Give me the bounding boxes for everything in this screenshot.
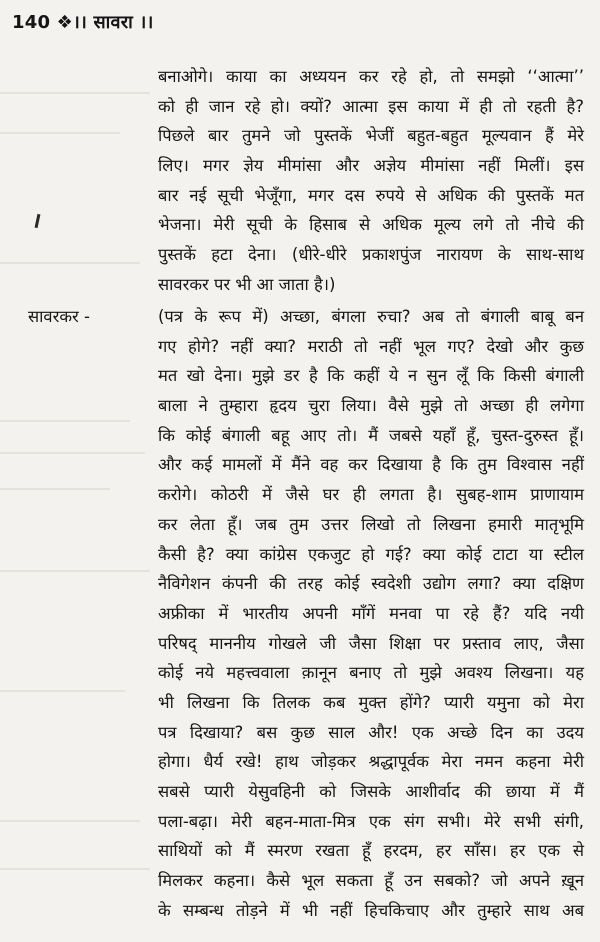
text-line: कैसी है? क्या कांग्रेस एकजुट हो गई? क्या कोई टाटा या स्टील: [158, 544, 584, 564]
speaker-label: सावरकर -: [28, 307, 90, 326]
text-line: कोई नये महत्त्ववाला क़ानून बनाए तो मुझे अवश्य लिखना। यह: [158, 663, 584, 683]
book-title: ।। सावरा ।।: [73, 12, 154, 33]
bleed-through-line: [0, 262, 140, 264]
bleed-through-line: [0, 420, 130, 422]
text-line: लिए। मगर ज्ञेय मीमांसा और अज्ञेय मीमांसा नहीं मिलीं। इस: [158, 156, 584, 176]
margin-mark: [35, 214, 41, 228]
ornament-icon: ❖: [56, 12, 73, 33]
text-line: साथियों को मैं स्मरण रखता हूँ हरदम, हर साँस। हर एक से: [158, 841, 584, 861]
text-line: होगा। धैर्य रखे! हाथ जोड़कर श्रद्धापूर्वक मेरा नमन कहना मेरी: [158, 752, 584, 772]
paragraph: [158, 302, 584, 925]
page-number: 140: [12, 12, 51, 33]
paragraph: [158, 62, 584, 300]
text-line: परिषद् माननीय गोखले जी जैसा शिक्षा पर प्रस्ताव लाए, जैसा: [158, 633, 584, 653]
bleed-through-line: [0, 452, 145, 454]
text-line: मत खो देना। मुझे डर है कि कहीं ये न सुन लूँ कि किसी बंगाली: [158, 366, 584, 386]
text-line: सबसे प्यारी येसुवहिनी को जिसके आशीर्वाद की छाया में मैं: [158, 782, 584, 801]
text-line: अफ्रीका में भारतीय अपनी माँगें मनवा पा रहे हैं? यदि नयी: [158, 603, 584, 623]
text-line: और कई मामलों में मैंने वह कर दिखाया है कि तुम विश्वास नहीं: [158, 455, 584, 475]
bleed-through-line: [0, 488, 110, 490]
text-line: (पत्र के रूप में) अच्छा, बंगला रुचा? अब तो बंगाली बाबू बन: [158, 307, 584, 326]
text-line: पत्र दिखाया? बस कुछ साल और! एक अच्छे दिन का उदय: [158, 722, 584, 742]
text-line: मिलकर कहना। कैसे भूल सकता हूँ उन सबको? जो अपने ख़ून: [158, 871, 584, 891]
text-line: बाला ने तुम्हारा हृदय चुरा लिया। वैसे मुझे तो अच्छा ही लगेगा: [158, 396, 584, 416]
text-line: के सम्बन्ध तोड़ने में भी नहीं हिचकिचाए और तुम्हारे साथ अब: [158, 900, 584, 920]
text-line: कर लेता हूँ। जब तुम उत्तर लिखो तो लिखना हमारी मातृभूमि: [158, 514, 584, 534]
text-line: गए होगे? नहीं क्या? मराठी तो नहीं भूल गए? देखो और कुछ: [158, 336, 584, 356]
bleed-through-line: [0, 690, 125, 692]
text-line: नैविगेशन कंपनी की तरह कोई स्वदेशी उद्योग लगा? क्या दक्षिण: [158, 574, 584, 594]
text-line: कि कोई बंगाली बहू आए तो। मैं जबसे यहाँ हूँ, चुस्त-दुरुस्त हूँ।: [158, 425, 584, 445]
text-line: भेजना। मेरी सूची के हिसाब से अधिक मूल्य लगे तो नीचे की: [158, 215, 584, 235]
text-line: बनाओगे। काया का अध्ययन कर रहे हो, तो समझो ‘‘आत्मा’’: [158, 67, 584, 86]
bleed-through-line: [0, 868, 150, 870]
text-line: को ही जान रहे हो। क्यों? आत्मा इस काया में ही तो रहती है?: [158, 96, 584, 116]
text-line: करोगे। कोठरी में जैसे घर ही लगता है। सुबह-शाम प्राणायाम: [158, 485, 584, 505]
text-line: पिछले बार तुमने जो पुस्तकें भेजीं बहुत-बहुत मूल्यवान हैं मेरे: [158, 126, 584, 146]
text-line: सावरकर पर भी आ जाता है।): [158, 274, 336, 294]
bleed-through-line: [0, 570, 150, 572]
text-line: पुस्तकें हटा देना। (धीरे-धीरे प्रकाशपुंज नारायण के साथ-साथ: [158, 245, 584, 265]
text-line: पला-बढ़ा। मेरी बहन-माता-मित्र एक संग सभी। मेरे सभी संगी,: [158, 811, 584, 831]
running-header: [12, 10, 153, 34]
bleed-through-line: [0, 132, 120, 134]
bleed-through-line: [0, 92, 150, 94]
text-line: भी लिखना कि तिलक कब मुक्त होंगे? प्यारी यमुना को मेरा: [158, 692, 584, 712]
text-line: बार नई सूची भेजूँगा, मगर दस रुपये से अधिक की पुस्तकें मत: [158, 185, 584, 205]
bleed-through-line: [0, 820, 140, 822]
